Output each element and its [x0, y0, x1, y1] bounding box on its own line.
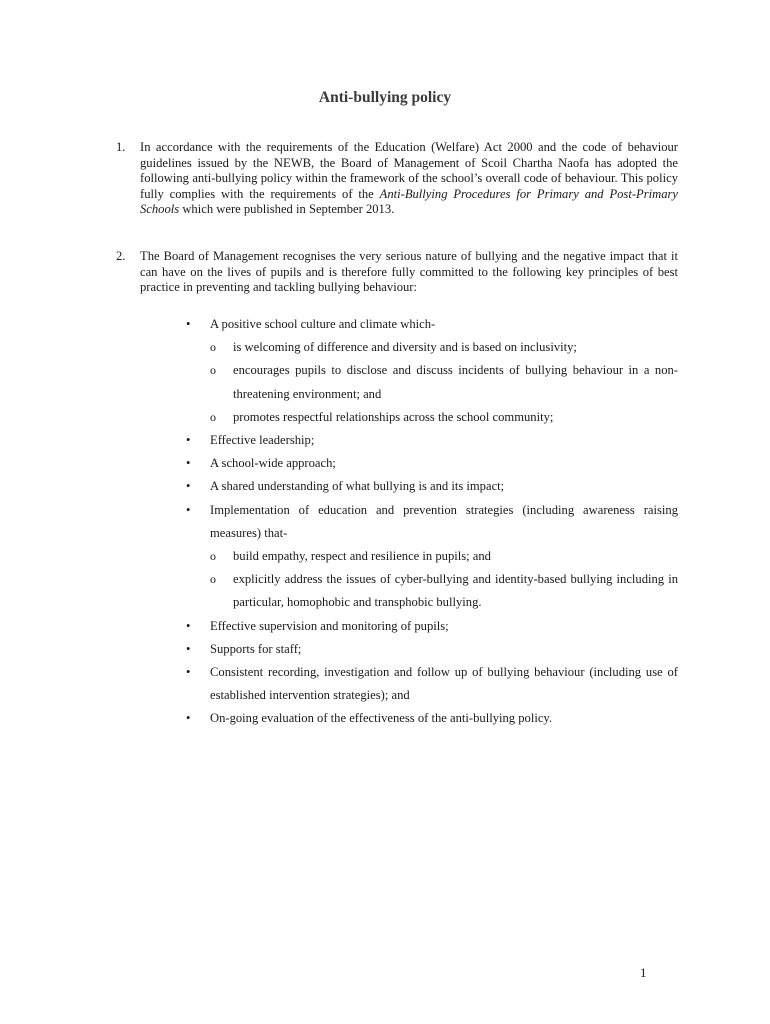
sub-bullet-icon: o: [210, 363, 216, 378]
sub-list-item: [210, 545, 678, 568]
sub-bullet-icon: o: [210, 549, 216, 564]
list-item: [186, 313, 678, 336]
sub-list-item: [210, 359, 678, 405]
list-item-text: Implementation of education and prevention strategies (including awareness raising measures) that-: [210, 502, 678, 540]
list-item: [186, 661, 678, 707]
policy-paragraph-2: [116, 249, 678, 296]
sub-bullet-icon: o: [210, 409, 216, 424]
list-item: [186, 429, 678, 452]
paragraph-number: 1.: [116, 140, 126, 154]
list-item: [186, 638, 678, 661]
list-item-text: is welcoming of difference and diversity and is based on inclusivity;: [233, 340, 577, 355]
list-item: [186, 707, 678, 730]
bullet-icon: •: [186, 479, 191, 494]
list-item-text: A school-wide approach;: [210, 456, 336, 471]
list-item-text: On-going evaluation of the effectiveness of the anti-bullying policy.: [210, 711, 553, 726]
key-principles-list: [186, 313, 678, 731]
paragraph-text: [140, 140, 678, 218]
sub-list-item: [210, 406, 678, 429]
document-title: Anti-bullying policy: [318, 89, 452, 106]
list-item-text: Supports for staff;: [210, 641, 302, 656]
bullet-icon: •: [186, 433, 191, 448]
bullet-icon: •: [186, 711, 191, 726]
bullet-icon: •: [186, 618, 191, 633]
bullet-icon: •: [186, 502, 191, 517]
list-item: [186, 499, 678, 545]
bullet-icon: •: [186, 665, 191, 680]
list-item: [186, 615, 678, 638]
paragraph-text-part: In accordance with the requirements of the Education (Welfare) Act 2000 and the code of behaviour guidelines issued by the NEWB, the Board of Management of Scoil Chartha Naofa has adopted the following anti-bullying policy within the framework of the school’s overall code of behaviour. This policy fully complies with the requirements of the: [140, 140, 678, 201]
paragraph-number: 2.: [116, 249, 126, 263]
list-item-text: Effective supervision and monitoring of pupils;: [210, 618, 449, 633]
bullet-icon: •: [186, 456, 191, 471]
list-item-text: Consistent recording, investigation and follow up of bullying behaviour (including use of established intervention strategies); and: [210, 665, 678, 703]
paragraph-text: The Board of Management recognises the very serious nature of bullying and the negative impact that it can have on the lives of pupils and is therefore fully committed to the following key principles of best practice in preventing and tackling bullying behaviour:: [140, 249, 678, 294]
policy-paragraph-1: [116, 140, 678, 218]
bullet-icon: •: [186, 641, 191, 656]
sub-bullet-icon: o: [210, 340, 216, 355]
list-item-text: A positive school culture and climate which-: [210, 317, 436, 331]
paragraph-text-part: which were published in September 2013.: [179, 202, 395, 216]
sub-list-item: [210, 336, 678, 359]
bullet-icon: •: [186, 317, 191, 331]
sub-list-item: [210, 568, 678, 614]
list-item-text: encourages pupils to disclose and discuss incidents of bullying behaviour in a non-threatening environment; and: [233, 363, 678, 401]
list-item-text: A shared understanding of what bullying is and its impact;: [210, 479, 505, 494]
sub-bullet-icon: o: [210, 572, 216, 587]
list-item-text: explicitly address the issues of cyber-bullying and identity-based bullying including in particular, homophobic and transphobic bullying.: [233, 572, 678, 610]
list-item: [186, 475, 678, 498]
list-item: [186, 452, 678, 475]
list-item-text: Effective leadership;: [210, 433, 315, 448]
page-number: 1: [640, 965, 647, 980]
list-item-text: build empathy, respect and resilience in pupils; and: [233, 549, 491, 564]
list-item-text: promotes respectful relationships across the school community;: [233, 409, 554, 424]
procedures-title: Anti-Bullying Procedures for Primary and Post-Primary Schools: [140, 186, 679, 216]
